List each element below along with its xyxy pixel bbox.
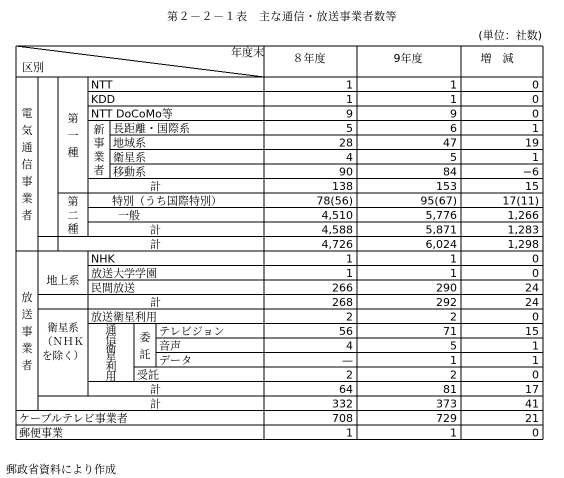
group-label-broadcast (22, 291, 33, 372)
svg-text:信: 信 (21, 158, 33, 171)
value-diff: 0 (532, 93, 539, 106)
row-label: NTT DoCoMo等 (91, 107, 173, 121)
value-diff: 17 (525, 383, 539, 396)
table-row (91, 108, 539, 121)
value-fy9: 5,776 (425, 209, 457, 222)
svg-text:者: 者 (93, 164, 105, 178)
table-row (113, 165, 539, 179)
row-label: 衛星系 (113, 151, 146, 164)
value-diff: 15 (525, 180, 539, 193)
row-label: KDD (91, 93, 116, 106)
row-label: 音声 (159, 339, 181, 353)
value-fy8: 5 (346, 122, 353, 135)
value-diff: 1 (532, 339, 539, 353)
row-label: NTT (91, 78, 113, 92)
svg-text:送: 送 (21, 307, 33, 321)
value-fy9: 1 (450, 252, 457, 266)
value-fy9: 1 (450, 267, 457, 280)
row-label: 計 (150, 397, 161, 411)
value-fy8: 708 (332, 412, 353, 425)
value-fy8: 1 (346, 426, 353, 440)
row-label: データ (159, 354, 192, 367)
value-fy8: 28 (339, 136, 353, 150)
row-label: 一般 (118, 209, 140, 222)
group-label-satellite (42, 321, 84, 362)
svg-text:信: 信 (105, 332, 117, 346)
svg-text:第: 第 (67, 195, 79, 209)
svg-text:業: 業 (93, 150, 105, 164)
value-diff: 0 (532, 267, 539, 280)
table-row (150, 237, 539, 251)
table-row (137, 369, 539, 382)
svg-text:を除く）: を除く） (42, 350, 84, 362)
row-label: 郵便事業 (19, 426, 63, 440)
value-fy9: 1 (450, 426, 457, 440)
table-row (91, 79, 539, 92)
row-label: 移動系 (113, 165, 146, 179)
row-label: 計 (150, 383, 161, 396)
value-fy9: 71 (443, 325, 457, 338)
table-row (91, 310, 539, 324)
svg-text:電: 電 (21, 107, 33, 120)
value-fy9: 1 (450, 93, 457, 106)
value-diff: 0 (532, 252, 539, 266)
value-fy9: 729 (436, 412, 457, 425)
value-fy9: 292 (436, 296, 457, 309)
value-fy8: — (342, 354, 353, 367)
table-row (159, 354, 539, 367)
value-fy9: 1 (450, 78, 457, 92)
value-fy9: 47 (443, 136, 457, 150)
value-diff: 1 (532, 122, 539, 135)
row-label: 計 (150, 296, 161, 309)
unit-note: (単位：社数) (478, 29, 542, 42)
value-diff: −6 (522, 165, 539, 179)
value-diff: 0 (532, 310, 539, 324)
table-row (150, 179, 539, 193)
svg-text:用: 用 (105, 369, 117, 383)
value-fy8: 1 (346, 93, 353, 106)
table-row (150, 295, 539, 309)
svg-text:事: 事 (93, 136, 105, 150)
table-row (91, 282, 539, 295)
value-fy8: 332 (332, 397, 353, 411)
svg-text:委: 委 (139, 330, 151, 344)
value-fy8: 4,510 (321, 209, 353, 222)
svg-text:新: 新 (93, 122, 105, 136)
svg-text:二: 二 (67, 208, 79, 222)
value-diff: 0 (532, 368, 539, 382)
header-col-diff: 増 減 (480, 52, 514, 65)
table-row (150, 397, 539, 411)
svg-text:者: 者 (21, 358, 33, 372)
group-label-new-carriers (94, 123, 105, 177)
value-diff: 21 (525, 412, 539, 425)
value-diff: 1 (532, 151, 539, 164)
svg-text:（ＮＨＫ: （ＮＨＫ (42, 336, 84, 348)
svg-text:気: 気 (21, 124, 33, 137)
row-label: テレビジョン (159, 325, 225, 338)
svg-text:事: 事 (21, 175, 33, 188)
svg-text:者: 者 (21, 209, 33, 222)
table-row (91, 253, 539, 266)
header-col-fy8: ８年度 (292, 52, 326, 65)
svg-text:事: 事 (21, 324, 33, 338)
svg-text:通: 通 (105, 323, 117, 337)
value-fy8: 138 (332, 180, 353, 193)
value-diff: 41 (525, 397, 539, 411)
value-fy8: 56 (339, 325, 353, 338)
value-fy9: 6,024 (425, 238, 457, 251)
svg-text:衛星系: 衛星系 (47, 322, 79, 334)
table-row (113, 150, 539, 164)
header-corner-bottom: 区別 (22, 61, 44, 74)
table-row (91, 266, 539, 280)
value-fy8: 4 (346, 151, 353, 164)
value-fy9: 373 (436, 397, 457, 411)
value-diff: 0 (532, 78, 539, 92)
value-fy8: 1 (346, 78, 353, 92)
row-label: 地域系 (113, 136, 146, 150)
value-fy8: 4,588 (321, 223, 353, 237)
value-diff: 1,298 (507, 238, 539, 251)
value-fy8: 9 (346, 107, 353, 121)
table-row (113, 136, 539, 150)
svg-text:通: 通 (21, 141, 33, 154)
row-label: 民間放送 (91, 281, 135, 295)
row-label: 放送大学学園 (91, 267, 157, 280)
table-row (113, 121, 539, 135)
value-diff: 1 (532, 354, 539, 367)
row-label: 受託 (137, 368, 159, 382)
svg-text:種: 種 (67, 146, 79, 159)
table-row (150, 223, 539, 237)
value-fy8: 4 (346, 339, 353, 353)
table-row (150, 382, 539, 396)
group-label-terrestrial: 地上系 (46, 274, 80, 287)
value-fy9: 81 (443, 383, 457, 396)
value-fy8: 2 (346, 368, 353, 382)
value-fy9: 2 (450, 310, 457, 324)
svg-text:衛: 衛 (105, 341, 117, 355)
svg-text:業: 業 (21, 192, 33, 205)
value-fy9: 84 (443, 165, 457, 179)
value-fy8: 268 (332, 296, 353, 309)
value-diff: 24 (525, 296, 539, 309)
value-fy9: 5 (450, 339, 457, 353)
svg-text:業: 業 (21, 341, 33, 355)
value-fy8: 90 (339, 165, 353, 179)
svg-text:星: 星 (105, 351, 117, 365)
value-fy9: 5,871 (425, 223, 457, 237)
value-fy9: 5 (450, 151, 457, 164)
table-row (112, 194, 539, 208)
value-fy9: 290 (436, 281, 457, 295)
value-fy8: 4,726 (321, 238, 353, 251)
value-diff: 17(11) (502, 194, 539, 208)
row-label: 特別（うち国際特別） (112, 194, 222, 208)
svg-text:託: 託 (139, 347, 151, 361)
value-fy8: 266 (332, 281, 353, 295)
page-title: 第２－２－１表 主な通信・放送事業者数等 (167, 10, 397, 23)
value-fy8: 1 (346, 252, 353, 266)
header-corner-top: 年度末 (231, 46, 264, 59)
value-diff: 0 (532, 426, 539, 440)
value-diff: 15 (525, 325, 539, 338)
source-note: 郵政省資料により作成 (6, 463, 116, 476)
value-fy9: 95(67) (420, 194, 457, 208)
value-fy9: 153 (436, 180, 457, 193)
group-label-type2 (68, 195, 79, 235)
svg-text:第: 第 (67, 112, 79, 125)
value-fy8: 64 (339, 383, 353, 396)
svg-text:利: 利 (105, 360, 117, 374)
table-row (118, 209, 539, 222)
row-label: 放送衛星利用 (91, 310, 157, 324)
svg-text:放: 放 (21, 290, 33, 304)
svg-text:種: 種 (67, 222, 79, 236)
value-fy8: 1 (346, 267, 353, 280)
value-diff: 24 (525, 281, 539, 295)
value-diff: 1,266 (507, 209, 539, 222)
value-diff: 1,283 (507, 223, 539, 237)
value-diff: 19 (525, 136, 539, 150)
value-fy8: 2 (346, 310, 353, 324)
table-row (91, 93, 539, 106)
value-fy8: 78(56) (316, 194, 353, 208)
row-label: 計 (150, 238, 161, 251)
table-row (159, 339, 539, 353)
svg-text:一: 一 (67, 129, 79, 142)
group-label-type1 (68, 112, 79, 159)
value-fy9: 2 (450, 368, 457, 382)
row-label: ケーブルテレビ事業者 (19, 412, 128, 425)
value-fy9: 9 (450, 107, 457, 121)
table-row (159, 325, 539, 338)
group-label-comm-satellite (106, 323, 117, 383)
value-fy9: 6 (450, 122, 457, 135)
row-label: 長距離・国際系 (113, 122, 190, 135)
value-fy9: 1 (450, 354, 457, 367)
row-label: 計 (150, 180, 161, 193)
group-label-consignment (140, 331, 151, 361)
value-diff: 0 (532, 107, 539, 121)
group-label-telecom (22, 107, 33, 222)
header-col-fy9: 9年度 (393, 52, 423, 65)
row-label: NHK (91, 252, 115, 266)
row-label: 計 (150, 223, 161, 237)
